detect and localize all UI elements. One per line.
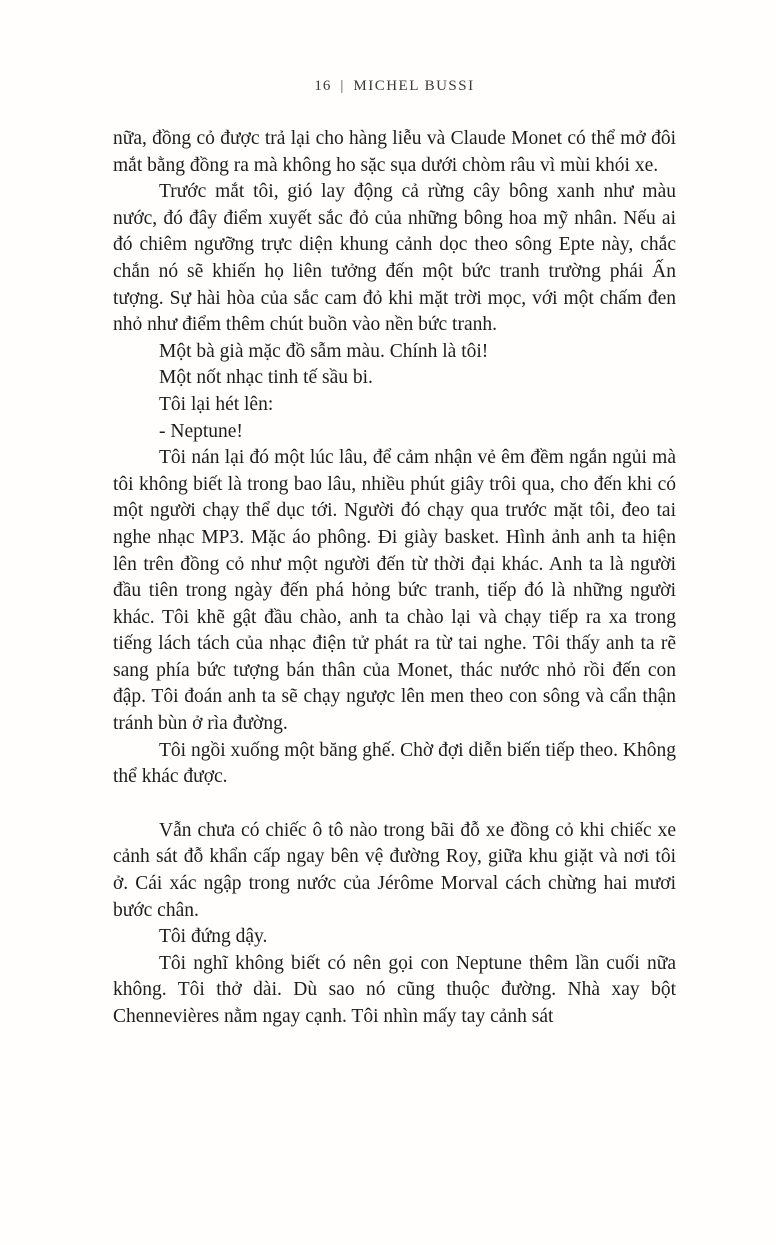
- paragraph: Vẫn chưa có chiếc ô tô nào trong bãi đỗ xe đồng cỏ khi chiếc xe cảnh sát đỗ khẩn cấp ngay bên vệ đường Roy, giữa khu giặt và nơi tôi ở. Cái xác ngập trong nước của Jérôme Morval cách chừng hai mươi bước chân.: [113, 819, 676, 921]
- book-title: MICHEL BUSSI: [353, 78, 475, 94]
- paragraph: Tôi nán lại đó một lúc lâu, để cảm nhận vẻ êm đềm ngắn ngủi mà tôi không biết là trong bao lâu, nhiều phút giây trôi qua, cho đến khi có một người chạy thể dục tới. Người đó chạy qua trước mặt tôi, đeo tai nghe nhạc MP3. Mặc áo phông. Đi giày basket. Hình ảnh anh ta hiện lên trên đồng cỏ như một người đến từ thời đại khác. Anh ta là người đầu tiên trong ngày đến phá hỏng bức tranh, tiếp đó là những người khác. Tôi khẽ gật đầu chào, anh ta chào lại và chạy tiếp ra xa trong tiếng lách tách của nhạc điện tử phát ra từ tai nghe. Tôi thấy anh ta rẽ sang phía bức tượng bán thân của Monet, thác nước nhỏ rồi đến con đập. Tôi đoán anh ta sẽ chạy ngược lên men theo con sông và cẩn thận tránh bùn ở rìa đường.: [113, 447, 676, 735]
- page-number: 16: [314, 78, 332, 94]
- paragraph: - Neptune!: [159, 420, 243, 442]
- running-header: [113, 78, 676, 95]
- paragraph: Tôi ngồi xuống một băng ghế. Chờ đợi diễn biến tiếp theo. Không thể khác được.: [113, 739, 676, 788]
- paragraph: nữa, đồng cỏ được trả lại cho hàng liễu và Claude Monet có thể mở đôi mắt bằng đồng ra mà không ho sặc sụa dưới chòm râu vì mùi khói xe.: [113, 128, 676, 176]
- page-body: [113, 126, 676, 1031]
- paragraph: Một bà già mặc đồ sẫm màu. Chính là tôi!: [159, 340, 489, 362]
- paragraph: Tôi lại hét lên:: [159, 393, 274, 415]
- header-separator: |: [340, 78, 345, 94]
- paragraph: Một nốt nhạc tinh tế sầu bi.: [159, 367, 373, 389]
- paragraph: Tôi nghĩ không biết có nên gọi con Neptune thêm lần cuối nữa không. Tôi thở dài. Dù sao nó cũng thuộc đường. Nhà xay bột Chennevières nằm ngay cạnh. Tôi nhìn mấy tay cảnh sát: [113, 952, 676, 1027]
- paragraph: Tôi đứng dậy.: [159, 926, 268, 948]
- paragraph: Trước mắt tôi, gió lay động cả rừng cây bông xanh như màu nước, đó đây điểm xuyết sắc đỏ của những bông hoa mỹ nhân. Nếu ai đó chiêm ngưỡng trực diện khung cảnh dọc theo sông Epte này, chắc chắn nó sẽ khiến họ liên tưởng đến một bức tranh trường phái Ấn tượng. Sự hài hòa của sắc cam đỏ khi mặt trời mọc, với một chấm đen nhỏ như điểm thêm chút buồn vào nền bức tranh.: [113, 181, 676, 336]
